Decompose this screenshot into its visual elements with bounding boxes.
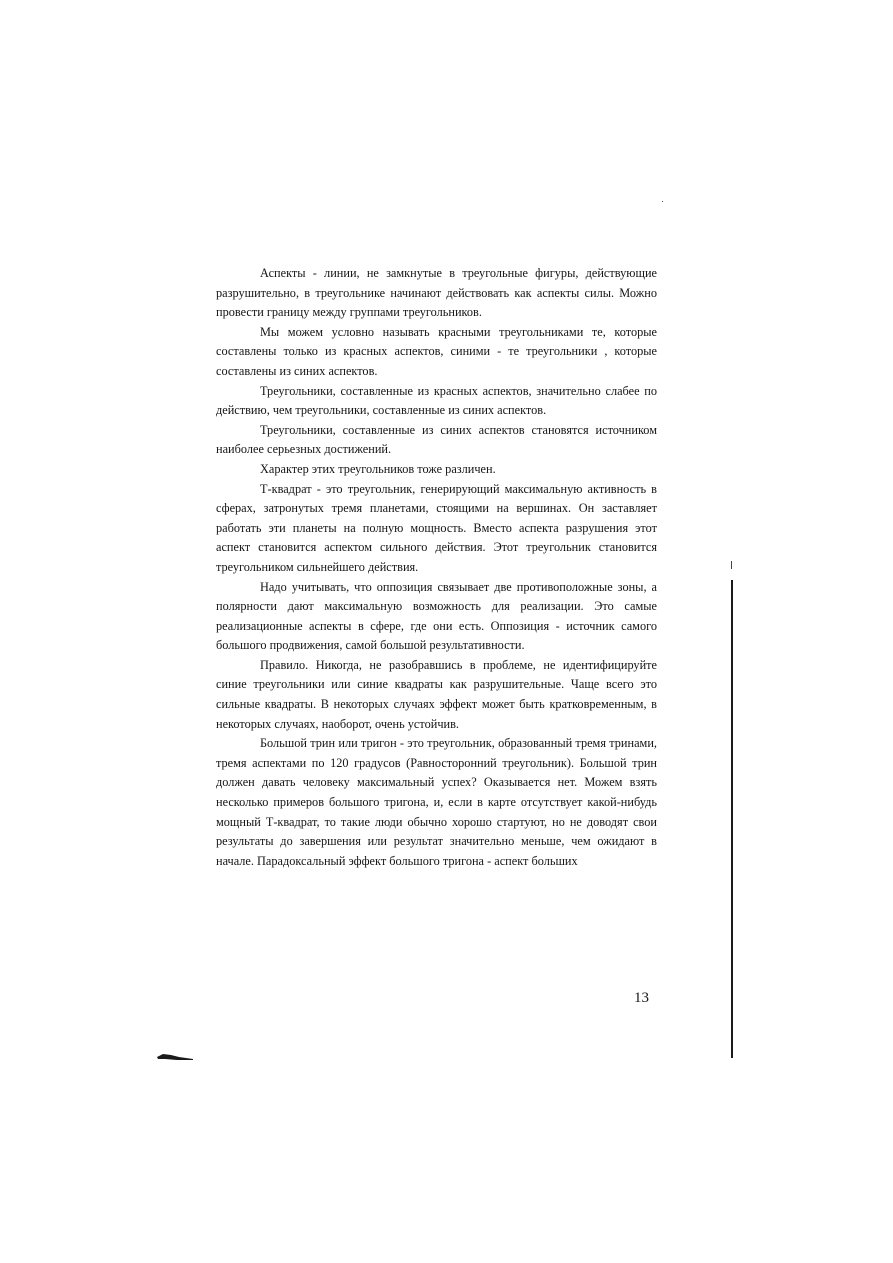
- scan-edge-line: [731, 580, 733, 1058]
- scan-edge-tick: [731, 561, 732, 569]
- paragraph: Надо учитывать, что оппозиция связывает две противоположные зоны, а полярности дают максимальную возможность для реализации. Это самые реализационные аспекты в сфере, где они есть. Оппозиция - источник самого большого продвижения, самой большой результативности.: [216, 579, 657, 653]
- paragraph: Мы можем условно называть красными треугольниками те, которые составлены только из красных аспектов, синими - те треугольники , которые составлены из синих аспектов.: [216, 324, 657, 378]
- paragraph: Аспекты - линии, не замкнутые в треугольные фигуры, действующие разрушительно, в треугольнике начинают действовать как аспекты силы. Можно провести границу между группами треугольников.: [216, 266, 657, 320]
- paragraph: Большой трин или тригон - это треугольник, образованный тремя тринами, тремя аспектами по 120 градусов (Равносторонний треугольник). Большой трин должен давать человеку максимальный успех? Оказывается нет. Можем взять несколько примеров большого тригона, и, если в карте отсутствует какой-нибудь мощный Т-квадрат, то такие люди обычно хорошо стартуют, но не доводят свои результаты до завершения или результат значительно меньше, чем ожидают в начале. Парадоксальный эффект большого тригона - аспект больших: [216, 736, 657, 868]
- paragraph: Правило. Никогда, не разобравшись в проблеме, не идентифицируйте синие треугольники или синие квадраты как разрушительные. Чаще всего это сильные квадраты. В некоторых случаях эффект может быть кратковременным, в некоторых случаях, наоборот, очень устойчив.: [216, 657, 657, 731]
- paragraph: Т-квадрат - это треугольник, генерирующий максимальную активность в сферах, затронутых тремя планетами, стоящими на вершинах. Он заставляет работать эти планеты на полную мощность. Вместо аспекта разрушения этот аспект становится аспектом сильного действия. Этот треугольник становится треугольником сильнейшего действия.: [216, 481, 657, 574]
- paragraph: Треугольники, составленные из красных аспектов, значительно слабее по действию, чем треугольники, составленные из синих аспектов.: [216, 383, 657, 418]
- paragraph: Треугольники, составленные из синих аспектов становятся источником наиболее серьезных достижений.: [216, 422, 657, 457]
- page-number: 13: [634, 990, 649, 1006]
- paragraph: Характер этих треугольников тоже различен.: [260, 461, 496, 476]
- body-text: [216, 264, 657, 871]
- scan-speck: [662, 201, 663, 202]
- scan-artifact-icon: [157, 1052, 193, 1061]
